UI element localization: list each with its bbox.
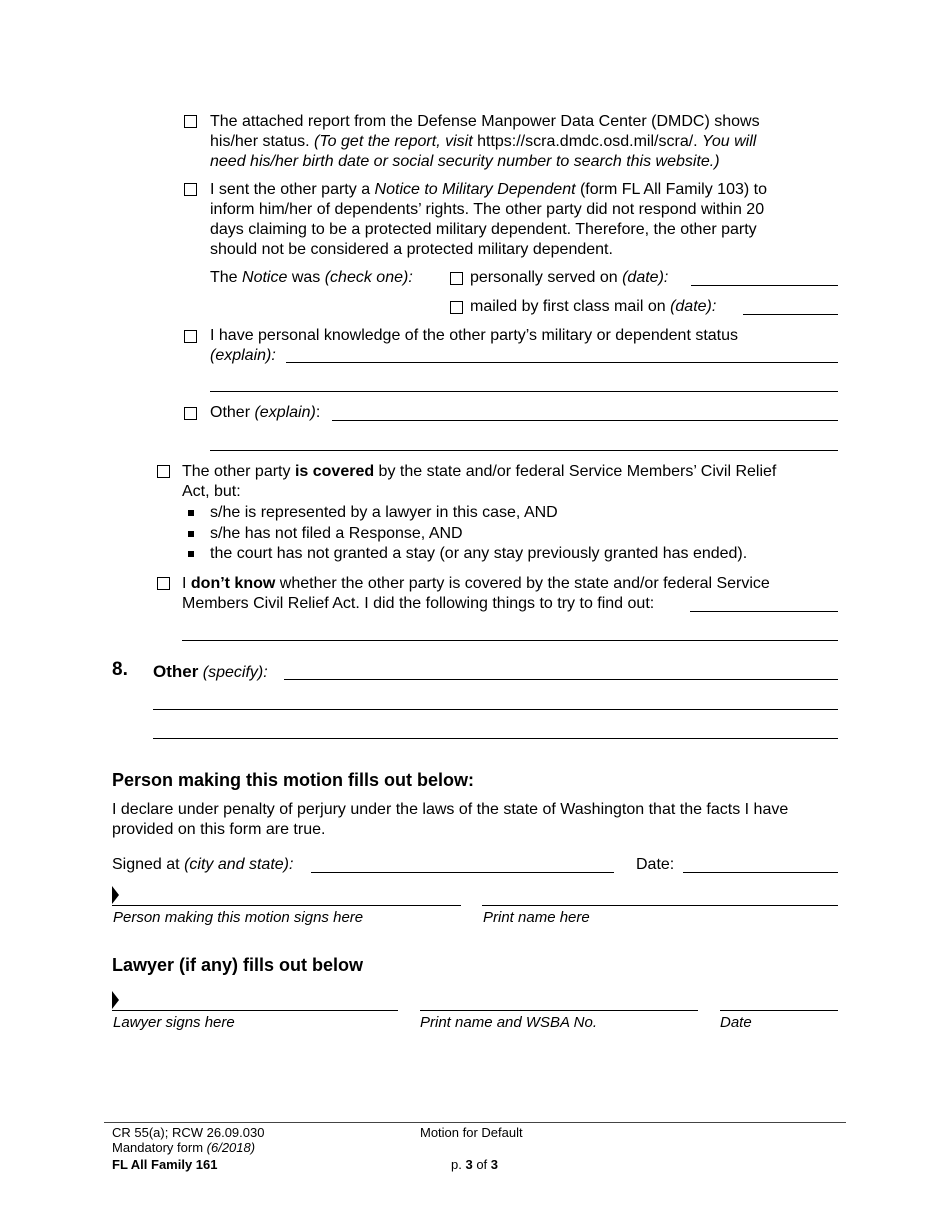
covered-bullet-item: s/he has not filed a Response, AND xyxy=(210,525,463,542)
personally-served-label: personally served on (date): xyxy=(470,269,669,286)
covered-text-line2: Act, but: xyxy=(182,483,241,500)
bullet-icon xyxy=(188,531,194,537)
dmdc-checkbox[interactable] xyxy=(184,115,197,128)
signature-arrow-icon xyxy=(112,886,119,904)
notice-check-one-label: The Notice was (check one): xyxy=(210,269,413,286)
motion-print-name-label: Print name here xyxy=(483,909,590,926)
lawyer-heading: Lawyer (if any) fills out below xyxy=(112,955,364,975)
bullet-icon xyxy=(188,510,194,516)
knowledge-explain-label: (explain): xyxy=(210,347,276,364)
motion-signature-field[interactable] xyxy=(112,905,461,906)
personally-served-date-field[interactable] xyxy=(691,285,838,286)
knowledge-text: I have personal knowledge of the other party’s military or dependent status xyxy=(210,327,739,344)
dmdc-url[interactable]: https://scra.dmdc.osd.mil/scra/ xyxy=(477,133,694,150)
declaration-text-line2: provided on this form are true. xyxy=(112,821,326,838)
signed-at-field[interactable] xyxy=(311,872,614,873)
footer-rule: CR 55(a); RCW 26.09.030 xyxy=(112,1125,265,1140)
notice-checkbox[interactable] xyxy=(184,183,197,196)
section-8-label: Other (specify): xyxy=(153,662,268,681)
footer-mandatory: Mandatory form (6/2018) xyxy=(112,1140,256,1155)
motion-date-field[interactable] xyxy=(683,872,838,873)
knowledge-explain-field[interactable] xyxy=(286,362,838,363)
knowledge-checkbox[interactable] xyxy=(184,330,197,343)
dmdc-text-line2: his/her status. (To get the report, visit https://scra.dmdc.osd.mil/scra/. You will xyxy=(210,133,757,150)
dmdc-text: The attached report from the Defense Manpower Data Center (DMDC) shows xyxy=(210,113,760,130)
motion-heading: Person making this motion fills out below: xyxy=(112,770,475,790)
lawyer-print-name-field[interactable] xyxy=(420,1010,698,1011)
mailed-label: mailed by first class mail on (date): xyxy=(470,298,717,315)
knowledge-explain-field-2[interactable] xyxy=(210,391,838,392)
dont-know-field-2[interactable] xyxy=(182,640,838,641)
notice-text-line2: inform him/her of dependents’ rights. The other party did not respond within 20 xyxy=(210,201,765,218)
covered-bullet-item: the court has not granted a stay (or any stay previously granted has ended). xyxy=(210,545,748,562)
other-explain-field[interactable] xyxy=(332,420,838,421)
section-8-number: 8. xyxy=(112,659,128,680)
section-8-field[interactable] xyxy=(284,679,838,680)
signed-at-label: Signed at (city and state): xyxy=(112,856,294,873)
other-explain-checkbox[interactable] xyxy=(184,407,197,420)
lawyer-date-field[interactable] xyxy=(720,1010,838,1011)
motion-date-label: Date: xyxy=(636,856,675,873)
other-explain-field-2[interactable] xyxy=(210,450,838,451)
footer-page-number: p. 3 of 3 xyxy=(451,1157,499,1172)
notice-text-line3: days claiming to be a protected military dependent. Therefore, the other party xyxy=(210,221,757,238)
covered-text: The other party is covered by the state and/or federal Service Members’ Civil Relief xyxy=(182,463,777,480)
dont-know-checkbox[interactable] xyxy=(157,577,170,590)
mailed-checkbox[interactable] xyxy=(450,301,463,314)
motion-print-name-field[interactable] xyxy=(482,905,838,906)
motion-sign-here-label: Person making this motion signs here xyxy=(113,909,364,926)
lawyer-date-label: Date xyxy=(720,1014,752,1031)
lawyer-print-name-label: Print name and WSBA No. xyxy=(420,1014,598,1031)
dont-know-text-line2: Members Civil Relief Act. I did the following things to try to find out: xyxy=(182,595,655,612)
dont-know-field[interactable] xyxy=(690,611,838,612)
dmdc-text-line3: need his/her birth date or social security number to search this website.) xyxy=(210,153,720,170)
mailed-date-field[interactable] xyxy=(743,314,838,315)
lawyer-sign-here-label: Lawyer signs here xyxy=(113,1014,235,1031)
signature-arrow-icon xyxy=(112,991,119,1009)
section-8-field-2[interactable] xyxy=(153,709,838,710)
footer-divider xyxy=(104,1122,846,1123)
footer-title: Motion for Default xyxy=(420,1125,523,1140)
personally-served-checkbox[interactable] xyxy=(450,272,463,285)
notice-text: I sent the other party a Notice to Military Dependent (form FL All Family 103) to xyxy=(210,181,767,198)
section-8-field-3[interactable] xyxy=(153,738,838,739)
footer-form-id: FL All Family 161 xyxy=(112,1157,218,1172)
notice-text-line4: should not be considered a protected military dependent. xyxy=(210,241,613,258)
covered-checkbox[interactable] xyxy=(157,465,170,478)
declaration-text: I declare under penalty of perjury under the laws of the state of Washington that the facts I have xyxy=(112,801,789,818)
dont-know-text: I don’t know whether the other party is covered by the state and/or federal Service xyxy=(182,575,770,592)
other-explain-label: Other (explain): xyxy=(210,404,321,421)
lawyer-signature-field[interactable] xyxy=(112,1010,398,1011)
covered-bullet-item: s/he is represented by a lawyer in this case, AND xyxy=(210,504,558,521)
bullet-icon xyxy=(188,551,194,557)
